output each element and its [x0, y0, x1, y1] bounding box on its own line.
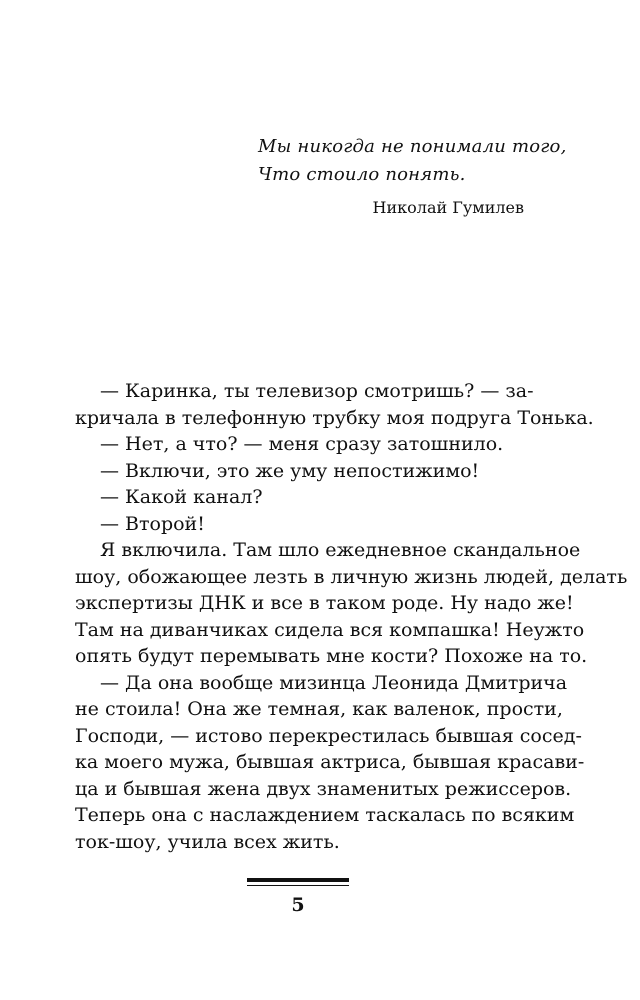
text-line: Теперь она с наслаждением таскалась по всяким: [75, 804, 575, 826]
text-line: — Какой канал?: [100, 486, 263, 508]
epigraph-line: Что стоило понять.: [258, 164, 466, 185]
text-line: ка моего мужа, бывшая актриса, бывшая красави-: [75, 751, 585, 773]
epigraph-line: Мы никогда не понимали того,: [258, 136, 567, 157]
text-line: — Да она вообще мизинца Леонида Дмитрича: [100, 671, 568, 694]
text-line: ца и бывшая жена двух знаменитых режиссеров.: [75, 777, 572, 800]
main-text: [75, 378, 628, 855]
footer-rule-thin: [247, 885, 349, 886]
text-line: кричала в телефонную трубку моя подруга Тонька.: [75, 406, 594, 429]
epigraph-author: Николай Гумилев: [372, 198, 524, 217]
text-line: — Второй!: [100, 512, 205, 535]
text-line: — Включи, это же уму непостижимо!: [100, 459, 480, 482]
text-line: экспертизы ДНК и все в таком роде. Ну надо же!: [75, 592, 574, 614]
text-line: — Нет, а что? — меня сразу затошнило.: [100, 433, 504, 455]
text-line: — Каринка, ты телевизор смотришь? — за-: [100, 380, 534, 402]
footer-rule-thick: [247, 878, 349, 882]
text-line: Там на диванчиках сидела вся компашка! Неужто: [75, 618, 585, 641]
text-line: Господи, — истово перекрестилась бывшая сосед-: [75, 724, 582, 747]
text-line: не стоила! Она же темная, как валенок, прости,: [75, 698, 563, 720]
text-line: шоу, обожающее лезть в личную жизнь людей, делать: [75, 565, 628, 588]
text-line: Я включила. Там шло ежедневное скандальное: [100, 539, 581, 561]
text-line: ток-шоу, учила всех жить.: [75, 830, 340, 853]
page-number: 5: [291, 894, 305, 916]
text-line: опять будут перемывать мне кости? Похоже на то.: [75, 645, 588, 667]
